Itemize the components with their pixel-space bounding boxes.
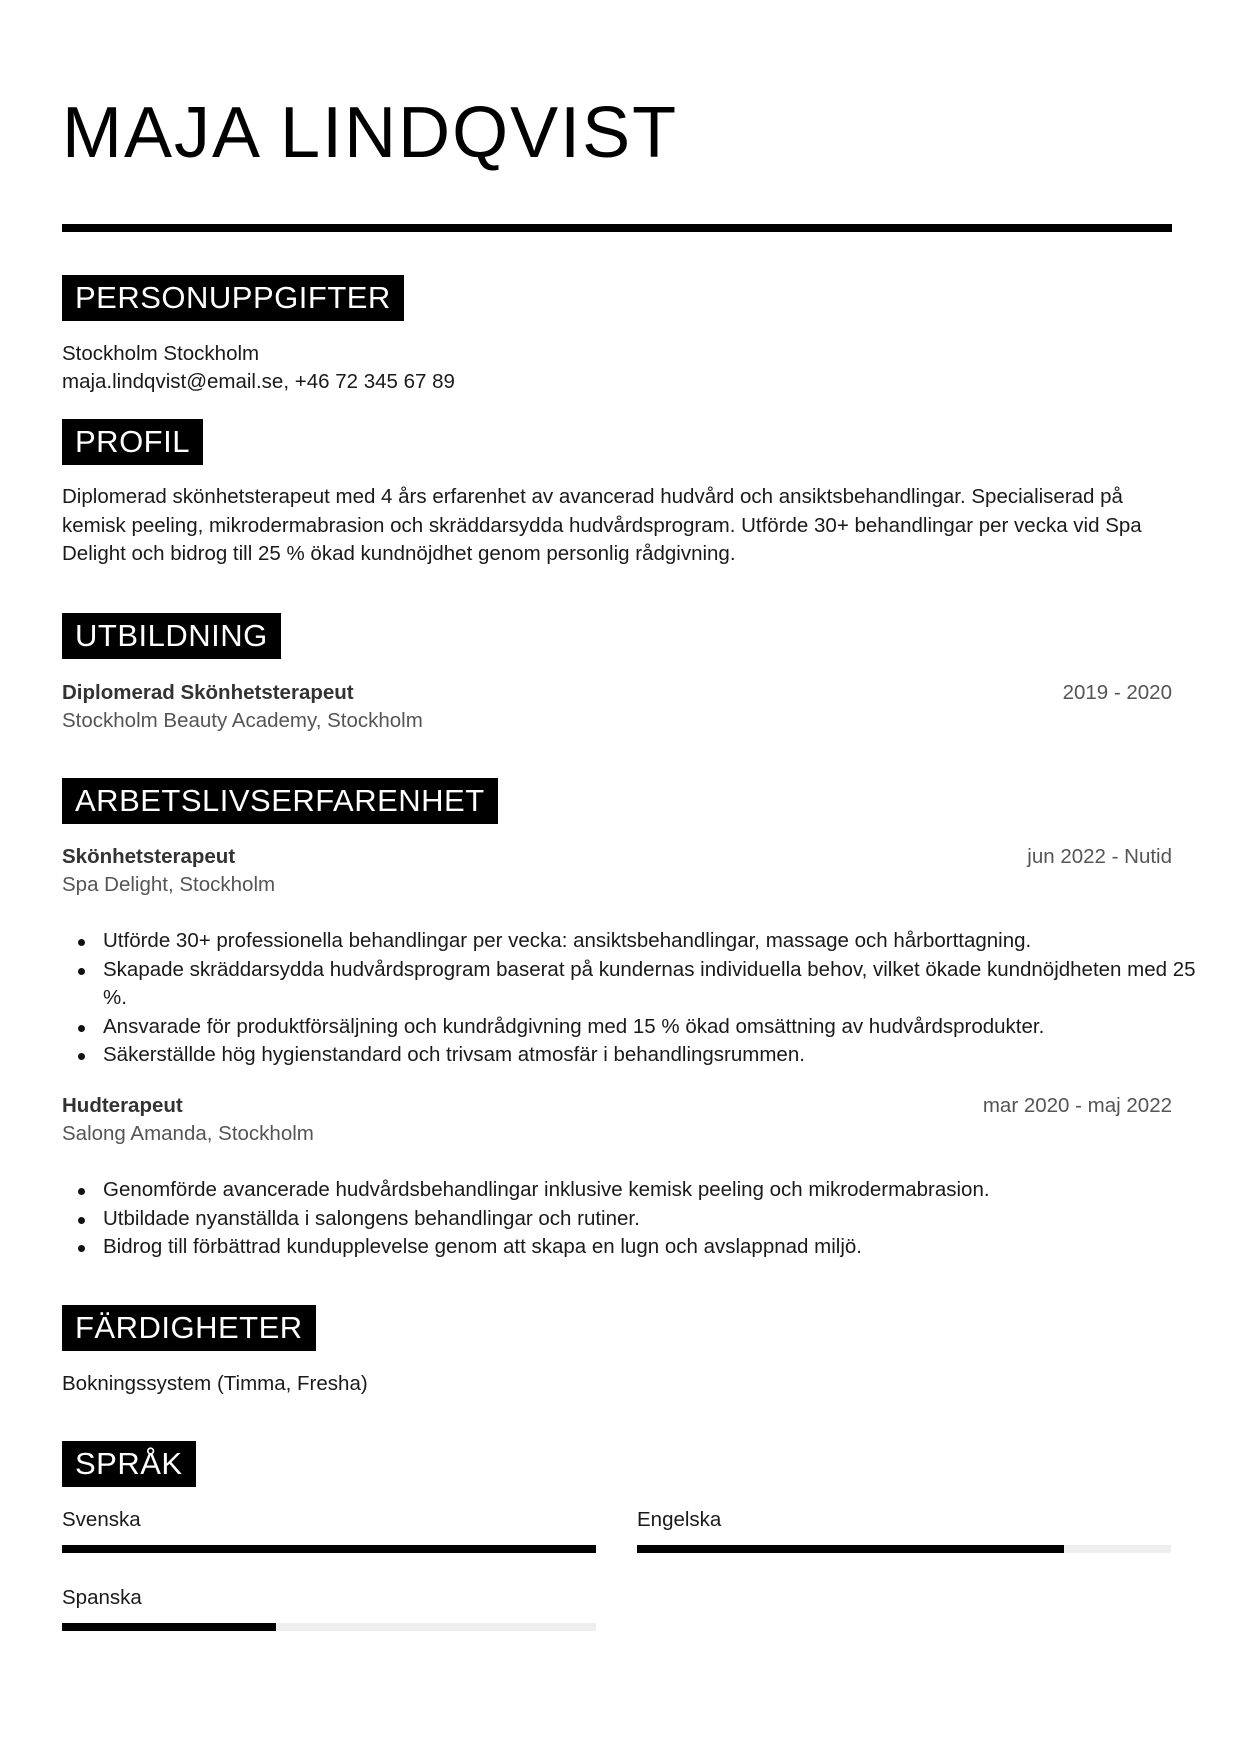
job-dates: jun 2022 - Nutid — [1027, 845, 1172, 868]
job-title: Hudterapeut — [62, 1094, 183, 1117]
section-heading-education: UTBILDNING — [62, 613, 281, 659]
list-item: Bidrog till förbättrad kundupplevelse genom att skapa en lugn och avslappnad miljö. — [103, 1233, 1221, 1262]
education-title: Diplomerad Skönhetsterapeut — [62, 681, 354, 704]
language-level-bar — [62, 1623, 596, 1631]
list-item: Ansvarade för produktförsäljning och kundrådgivning med 15 % ökad omsättning av hudvårdsprodukter. — [103, 1013, 1221, 1042]
education-dates: 2019 - 2020 — [1062, 681, 1172, 704]
language-level-fill — [62, 1545, 596, 1553]
section-heading-profile: PROFIL — [62, 419, 203, 465]
skills-text: Bokningssystem (Timma, Fresha) — [62, 1372, 368, 1395]
job-employer: Salong Amanda, Stockholm — [62, 1122, 314, 1145]
job-duties-list — [62, 927, 1221, 1070]
candidate-name: MAJA LINDQVIST — [62, 93, 679, 173]
list-item: Utbildade nyanställda i salongens behandlingar och rutiner. — [103, 1205, 1221, 1234]
section-heading-personal: PERSONUPPGIFTER — [62, 275, 404, 321]
language-name: Engelska — [637, 1508, 722, 1531]
job-employer: Spa Delight, Stockholm — [62, 873, 276, 896]
section-heading-skills: FÄRDIGHETER — [62, 1305, 316, 1351]
section-heading-languages: SPRÅK — [62, 1441, 196, 1487]
list-item: Skapade skräddarsydda hudvårdsprogram baserat på kundernas individuella behov, vilket ökade kundnöjdheten med 25 %. — [103, 956, 1221, 1013]
job-title: Skönhetsterapeut — [62, 845, 236, 868]
language-level-bar — [62, 1545, 596, 1553]
language-name: Spanska — [62, 1586, 142, 1609]
section-heading-experience: ARBETSLIVSERFARENHET — [62, 778, 498, 824]
job-duties-list — [62, 1176, 1221, 1262]
list-item: Säkerställde hög hygienstandard och trivsam atmosfär i behandlingsrummen. — [103, 1041, 1221, 1070]
language-level-fill — [62, 1623, 276, 1631]
language-level-bar — [637, 1545, 1171, 1553]
language-name: Svenska — [62, 1508, 141, 1531]
list-item: Genomförde avancerade hudvårdsbehandlingar inklusive kemisk peeling och mikrodermabrasion. — [103, 1176, 1221, 1205]
location-text: Stockholm Stockholm — [62, 342, 260, 365]
list-item: Utförde 30+ professionella behandlingar per vecka: ansiktsbehandlingar, massage och hårborttagning. — [103, 927, 1221, 956]
profile-text: Diplomerad skönhetsterapeut med 4 års erfarenhet av avancerad hudvård och ansiktsbehandlingar. Specialiserad på kemisk peeling, mikrodermabrasion och skräddarsydda hudvårdsprogram. Utförde 30+ behandlingar per vecka vid Spa Delight och bidrog till 25 % ökad kundnöjdhet genom personlig rådgivning. — [62, 485, 1142, 565]
job-dates: mar 2020 - maj 2022 — [982, 1094, 1172, 1117]
header-divider — [62, 224, 1172, 232]
contact-text: maja.lindqvist@email.se, +46 72 345 67 89 — [62, 370, 455, 393]
education-school: Stockholm Beauty Academy, Stockholm — [62, 709, 423, 732]
language-level-fill — [637, 1545, 1064, 1553]
